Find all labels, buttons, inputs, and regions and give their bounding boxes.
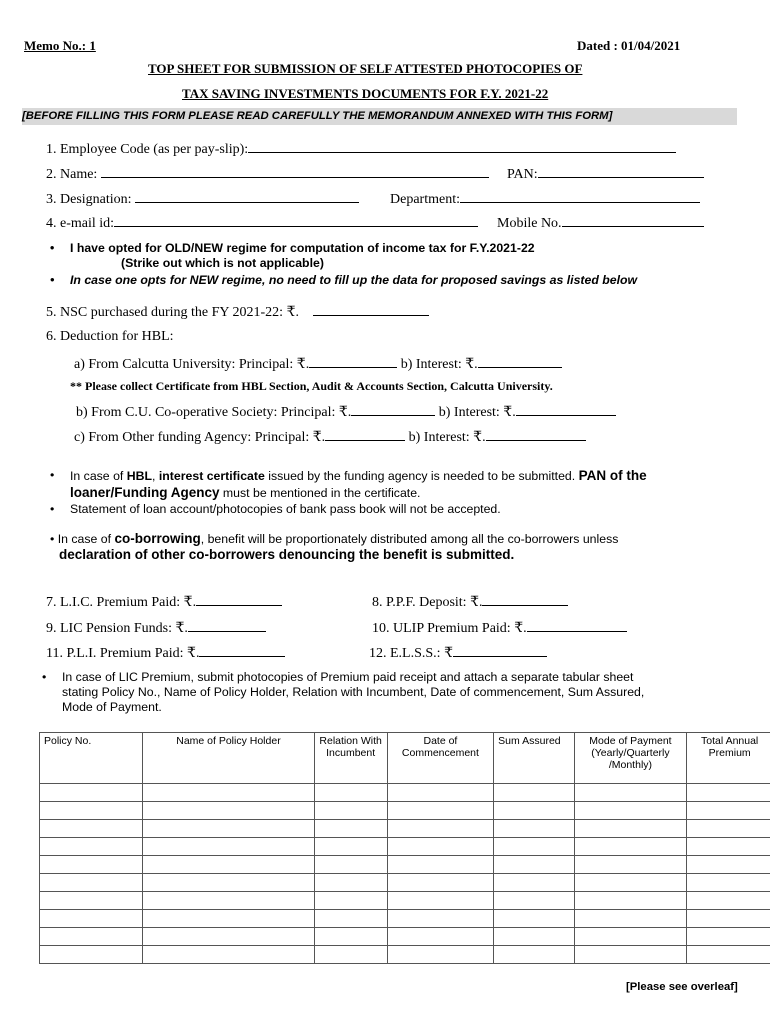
table-cell[interactable]	[143, 856, 314, 874]
field-mobile	[497, 214, 704, 232]
col-payment-mode: Mode of Payment (Yearly/Quarterly /Monthly)	[574, 733, 687, 784]
hbl-note-certificate: • In case of HBL, interest certificate issued by the funding agency is needed to be submitted. PAN of the	[70, 468, 647, 483]
nsc-input[interactable]	[313, 303, 429, 316]
table-cell[interactable]	[40, 892, 143, 910]
hbl-cu-interest-label: b) Interest: ₹.	[400, 357, 478, 372]
employee-code-input[interactable]	[248, 140, 676, 153]
form-title-line2: TAX SAVING INVESTMENTS DOCUMENTS FOR F.Y. 2021-22	[182, 86, 549, 101]
field-pan	[507, 165, 704, 183]
table-cell[interactable]	[314, 838, 387, 856]
lic-note-line2: stating Policy No., Name of Policy Holder, Relation with Incumbent, Date of commencement, Sum Assured,	[62, 685, 645, 699]
table-cell[interactable]	[314, 946, 387, 964]
table-cell[interactable]	[687, 892, 770, 910]
hbl-certificate-note: ** Please collect Certificate from HBL Section, Audit & Accounts Section, Calcutta University.	[70, 379, 553, 393]
field-elss	[369, 644, 547, 662]
hbl-note-coborrowing: • In case of co-borrowing, benefit will be proportionately distributed among all the co-borrowers unless	[50, 531, 619, 546]
table-cell[interactable]	[687, 910, 770, 928]
mobile-input[interactable]	[562, 214, 704, 227]
col-commencement: Date of Commencement	[387, 733, 494, 784]
hbl-cu-row	[74, 355, 562, 373]
col-relation: Relation With Incumbent	[314, 733, 387, 784]
employee-code-label: 1. Employee Code (as per pay-slip):	[46, 142, 249, 157]
table-cell[interactable]	[387, 946, 494, 964]
field-ppf	[372, 593, 568, 611]
table-row	[40, 874, 770, 892]
table-cell[interactable]	[494, 910, 574, 928]
table-cell[interactable]	[387, 802, 494, 820]
table-cell[interactable]	[387, 838, 494, 856]
hbl-note-coborrowing-cont: declaration of other co-borrowers denouncing the benefit is submitted.	[59, 547, 515, 562]
elss-label: 12. E.L.S.S.: ₹	[369, 646, 453, 661]
regime-strike-note: (Strike out which is not applicable)	[121, 256, 324, 270]
table-row	[40, 928, 770, 946]
table-cell[interactable]	[387, 820, 494, 838]
table-cell[interactable]	[314, 820, 387, 838]
lic-note-line1: • In case of LIC Premium, submit photocopies of Premium paid receipt and attach a separate tabular sheet	[62, 670, 633, 684]
table-cell[interactable]	[494, 784, 574, 802]
lic-premium-label: 7. L.I.C. Premium Paid: ₹.	[46, 595, 197, 610]
hbl-coop-principal-label: b) From C.U. Co-operative Society: Principal: ₹.	[76, 405, 352, 420]
col-total-premium: Total Annual Premium	[687, 733, 770, 784]
table-cell[interactable]	[143, 820, 314, 838]
table-cell[interactable]	[574, 784, 687, 802]
table-cell[interactable]	[574, 856, 687, 874]
hbl-coop-interest-input[interactable]	[516, 403, 616, 416]
table-cell[interactable]	[574, 802, 687, 820]
table-cell[interactable]	[143, 892, 314, 910]
pli-label: 11. P.L.I. Premium Paid: ₹.	[46, 646, 200, 661]
hbl-cu-principal-input[interactable]	[309, 355, 397, 368]
table-cell[interactable]	[143, 946, 314, 964]
table-row	[40, 856, 770, 874]
table-cell[interactable]	[494, 928, 574, 946]
table-cell[interactable]	[574, 820, 687, 838]
table-cell[interactable]	[687, 928, 770, 946]
field-pli	[46, 644, 285, 662]
overleaf-note: [Please see overleaf]	[626, 981, 738, 993]
table-cell[interactable]	[574, 928, 687, 946]
hbl-other-interest-label: b) Interest: ₹.	[408, 430, 486, 445]
table-cell[interactable]	[143, 928, 314, 946]
table-cell[interactable]	[40, 838, 143, 856]
designation-label: 3. Designation:	[46, 192, 132, 207]
field-designation	[46, 190, 359, 208]
name-label: 2. Name:	[46, 167, 98, 182]
mobile-label: Mobile No.	[497, 216, 562, 231]
table-cell[interactable]	[143, 784, 314, 802]
col-sum-assured: Sum Assured	[494, 733, 574, 784]
lic-note-line3: Mode of Payment.	[62, 700, 162, 714]
hbl-other-principal-input[interactable]	[325, 428, 405, 441]
field-ulip	[372, 619, 627, 637]
hbl-heading: 6. Deduction for HBL:	[46, 329, 174, 344]
table-cell[interactable]	[40, 784, 143, 802]
hbl-cu-interest-input[interactable]	[478, 355, 562, 368]
table-cell[interactable]	[40, 946, 143, 964]
table-cell[interactable]	[40, 910, 143, 928]
table-row	[40, 946, 770, 964]
table-cell[interactable]	[143, 802, 314, 820]
table-cell[interactable]	[494, 820, 574, 838]
table-cell[interactable]	[314, 856, 387, 874]
name-input[interactable]	[101, 165, 489, 178]
table-cell[interactable]	[40, 820, 143, 838]
lic-premium-input[interactable]	[196, 593, 282, 606]
table-cell[interactable]	[574, 946, 687, 964]
col-policy-no: Policy No.	[40, 733, 143, 784]
table-cell[interactable]	[574, 874, 687, 892]
memo-date: Dated : 01/04/2021	[577, 38, 681, 53]
table-cell[interactable]	[314, 928, 387, 946]
table-cell[interactable]	[687, 856, 770, 874]
ppf-input[interactable]	[482, 593, 568, 606]
ppf-label: 8. P.P.F. Deposit: ₹.	[372, 595, 483, 610]
new-regime-note: • In case one opts for NEW regime, no need to fill up the data for proposed savings as listed below	[70, 273, 637, 287]
email-label: 4. e-mail id:	[46, 216, 115, 231]
table-cell[interactable]	[494, 838, 574, 856]
table-cell[interactable]	[387, 910, 494, 928]
hbl-other-interest-input[interactable]	[486, 428, 586, 441]
table-cell[interactable]	[387, 856, 494, 874]
department-input[interactable]	[460, 190, 700, 203]
ulip-input[interactable]	[527, 619, 627, 632]
table-row	[40, 892, 770, 910]
table-row	[40, 910, 770, 928]
table-cell[interactable]	[687, 802, 770, 820]
table-cell[interactable]	[687, 820, 770, 838]
lic-pension-input[interactable]	[188, 619, 266, 632]
field-lic-pension	[46, 619, 266, 637]
table-cell[interactable]	[574, 910, 687, 928]
lic-policy-table	[39, 732, 770, 964]
designation-input[interactable]	[135, 190, 359, 203]
pli-input[interactable]	[199, 644, 285, 657]
department-label: Department:	[390, 192, 460, 207]
table-cell[interactable]	[687, 874, 770, 892]
table-cell[interactable]	[40, 856, 143, 874]
table-cell[interactable]	[387, 874, 494, 892]
form-title-line1: TOP SHEET FOR SUBMISSION OF SELF ATTESTED PHOTOCOPIES OF	[148, 61, 583, 76]
nsc-label: 5. NSC purchased during the FY 2021-22: ₹.	[46, 305, 299, 320]
table-row	[40, 820, 770, 838]
field-employee-code	[46, 140, 676, 158]
table-cell[interactable]	[687, 838, 770, 856]
table-cell[interactable]	[494, 856, 574, 874]
table-cell[interactable]	[40, 802, 143, 820]
table-cell[interactable]	[574, 892, 687, 910]
col-policy-holder: Name of Policy Holder	[143, 733, 314, 784]
table-cell[interactable]	[40, 874, 143, 892]
table-cell[interactable]	[387, 784, 494, 802]
table-cell[interactable]	[574, 838, 687, 856]
hbl-coop-principal-input[interactable]	[351, 403, 435, 416]
table-cell[interactable]	[314, 784, 387, 802]
table-cell[interactable]	[314, 910, 387, 928]
hbl-other-row	[74, 428, 586, 446]
pan-input[interactable]	[538, 165, 704, 178]
hbl-coop-row	[76, 403, 616, 421]
field-name	[46, 165, 489, 183]
field-nsc	[46, 303, 429, 321]
table-cell[interactable]	[314, 802, 387, 820]
hbl-note-statement: • Statement of loan account/photocopies of bank pass book will not be accepted.	[70, 502, 501, 516]
table-cell[interactable]	[687, 784, 770, 802]
regime-option: • I have opted for OLD/NEW regime for computation of income tax for F.Y.2021-22	[70, 241, 535, 255]
hbl-cu-principal-label: a) From Calcutta University: Principal: ₹.	[74, 357, 310, 372]
field-email	[46, 214, 478, 232]
instruction-banner: [BEFORE FILLING THIS FORM PLEASE READ CAREFULLY THE MEMORANDUM ANNEXED WITH THIS FORM]	[22, 108, 737, 125]
table-cell[interactable]	[494, 874, 574, 892]
table-cell[interactable]	[494, 892, 574, 910]
ulip-label: 10. ULIP Premium Paid: ₹.	[372, 621, 527, 636]
lic-pension-label: 9. LIC Pension Funds: ₹.	[46, 621, 188, 636]
table-cell[interactable]	[143, 838, 314, 856]
table-cell[interactable]	[687, 946, 770, 964]
table-cell[interactable]	[40, 928, 143, 946]
table-row	[40, 802, 770, 820]
table-cell[interactable]	[387, 928, 494, 946]
hbl-coop-interest-label: b) Interest: ₹.	[438, 405, 516, 420]
table-cell[interactable]	[387, 892, 494, 910]
table-cell[interactable]	[143, 910, 314, 928]
table-cell[interactable]	[143, 874, 314, 892]
table-cell[interactable]	[314, 874, 387, 892]
hbl-note-certificate-cont: loaner/Funding Agency must be mentioned in the certificate.	[70, 485, 421, 500]
table-cell[interactable]	[314, 892, 387, 910]
email-input[interactable]	[114, 214, 478, 227]
field-department	[390, 190, 700, 208]
hbl-other-principal-label: c) From Other funding Agency: Principal: ₹.	[74, 430, 326, 445]
memo-number: Memo No.: 1	[24, 38, 96, 53]
field-lic-premium	[46, 593, 282, 611]
table-row	[40, 838, 770, 856]
table-cell[interactable]	[494, 802, 574, 820]
pan-label: PAN:	[507, 167, 538, 182]
table-row	[40, 784, 770, 802]
table-cell[interactable]	[494, 946, 574, 964]
elss-input[interactable]	[453, 644, 547, 657]
